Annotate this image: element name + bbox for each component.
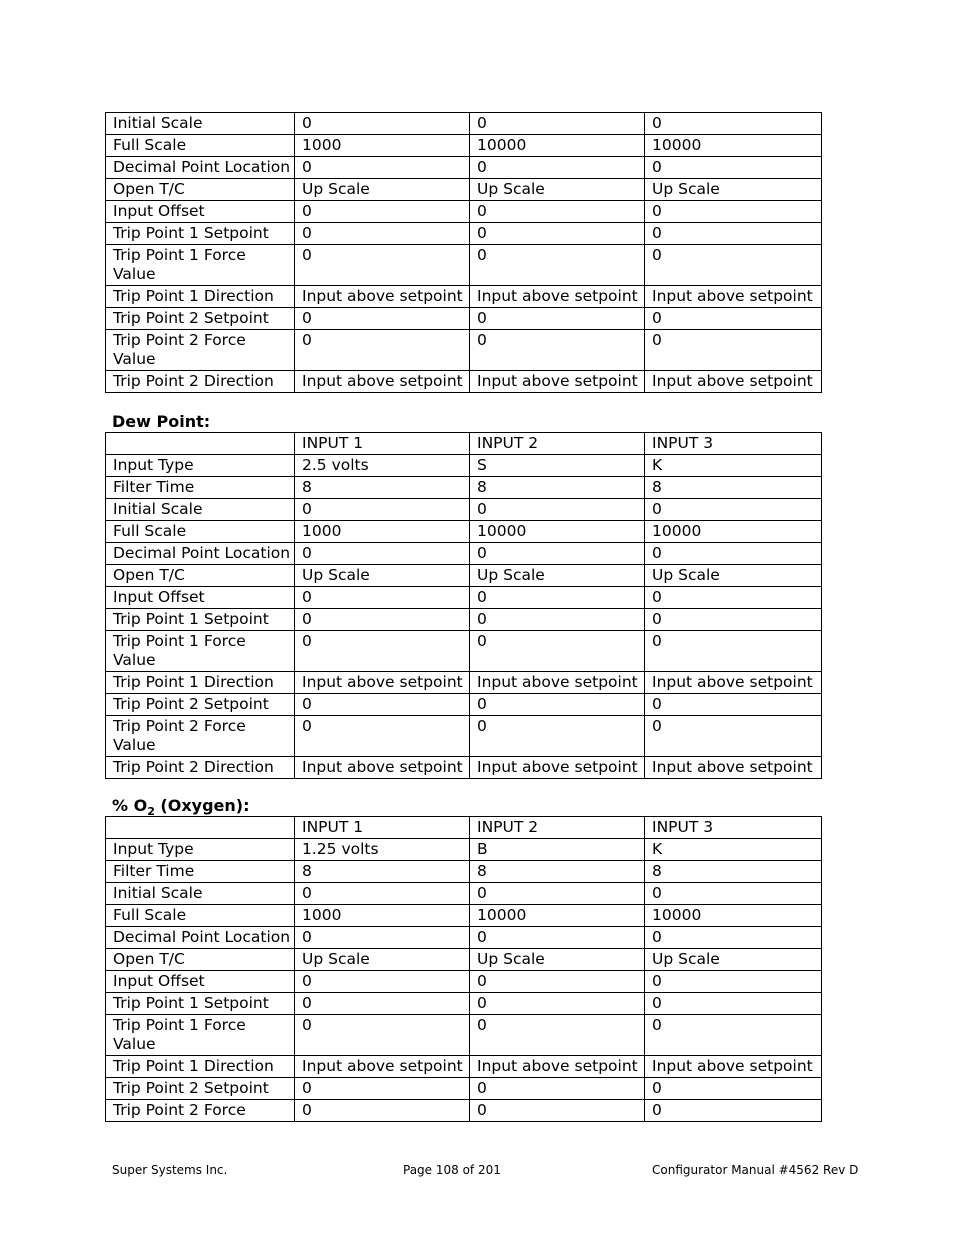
value-cell: 0 — [470, 716, 645, 757]
value-cell: 0 — [295, 1078, 470, 1100]
value-cell: Up Scale — [295, 949, 470, 971]
value-cell: Input above setpoint — [295, 371, 470, 393]
row-label-cell: Open T/C — [106, 179, 295, 201]
section-heading-dew-point: Dew Point: — [112, 412, 211, 431]
row-label-cell: Trip Point 1 Direction — [106, 1056, 295, 1078]
value-cell: 0 — [470, 587, 645, 609]
row-label-cell: Decimal Point Location — [106, 157, 295, 179]
header-cell: INPUT 2 — [470, 433, 645, 455]
value-cell: 0 — [295, 308, 470, 330]
header-cell: INPUT 1 — [295, 817, 470, 839]
row-label-cell: Decimal Point Location — [106, 927, 295, 949]
row-label-cell: Initial Scale — [106, 499, 295, 521]
header-cell: INPUT 3 — [645, 433, 822, 455]
data-table — [105, 112, 822, 393]
value-cell: 0 — [470, 927, 645, 949]
row-label-cell: Filter Time — [106, 861, 295, 883]
row-label-cell: Initial Scale — [106, 883, 295, 905]
value-cell: Input above setpoint — [645, 371, 822, 393]
value-cell: 0 — [470, 499, 645, 521]
value-cell: 0 — [645, 883, 822, 905]
row-label-cell: Decimal Point Location — [106, 543, 295, 565]
value-cell: 0 — [295, 223, 470, 245]
value-cell: 10000 — [645, 135, 822, 157]
table-row — [106, 477, 822, 499]
row-label-cell: Full Scale — [106, 905, 295, 927]
table-row — [106, 543, 822, 565]
row-label-cell: Input Offset — [106, 201, 295, 223]
table-row — [106, 993, 822, 1015]
value-cell: 0 — [645, 157, 822, 179]
heading-text: (Oxygen): — [154, 796, 250, 815]
value-cell: 0 — [645, 971, 822, 993]
table-row — [106, 757, 822, 779]
row-label-cell: Trip Point 1 Force Value — [106, 245, 295, 286]
row-label-cell: Full Scale — [106, 521, 295, 543]
value-cell: 0 — [645, 716, 822, 757]
value-cell: 0 — [295, 971, 470, 993]
table-row — [106, 587, 822, 609]
value-cell: 0 — [470, 971, 645, 993]
row-label-cell: Open T/C — [106, 565, 295, 587]
row-label-cell: Trip Point 2 Setpoint — [106, 308, 295, 330]
value-cell: 10000 — [470, 521, 645, 543]
value-cell: Input above setpoint — [295, 286, 470, 308]
table-row — [106, 455, 822, 477]
table-header-row — [106, 433, 822, 455]
value-cell: Up Scale — [470, 949, 645, 971]
value-cell: Input above setpoint — [645, 286, 822, 308]
header-cell — [106, 817, 295, 839]
value-cell: 0 — [645, 927, 822, 949]
header-cell: INPUT 3 — [645, 817, 822, 839]
footer-page-number: Page 108 of 201 — [403, 1163, 501, 1177]
value-cell: Input above setpoint — [645, 757, 822, 779]
value-cell: 0 — [645, 223, 822, 245]
row-label-cell: Input Offset — [106, 587, 295, 609]
table-row — [106, 971, 822, 993]
value-cell: 0 — [295, 499, 470, 521]
value-cell: 0 — [295, 113, 470, 135]
row-label-cell: Trip Point 2 Force Value — [106, 716, 295, 757]
value-cell: 0 — [470, 245, 645, 286]
table-row — [106, 245, 822, 286]
table-row — [106, 1056, 822, 1078]
row-label-cell: Trip Point 2 Direction — [106, 371, 295, 393]
table-row — [106, 716, 822, 757]
value-cell: 0 — [470, 157, 645, 179]
value-cell: 0 — [295, 1100, 470, 1122]
table-header-row — [106, 817, 822, 839]
value-cell: 0 — [295, 716, 470, 757]
row-label-cell: Filter Time — [106, 477, 295, 499]
value-cell: Up Scale — [645, 179, 822, 201]
value-cell: 0 — [645, 113, 822, 135]
value-cell: Input above setpoint — [645, 1056, 822, 1078]
footer-manual-id: Configurator Manual #4562 Rev D — [652, 1163, 859, 1177]
value-cell: 0 — [645, 1078, 822, 1100]
value-cell: 0 — [470, 883, 645, 905]
data-table — [105, 432, 822, 779]
value-cell: 1000 — [295, 905, 470, 927]
value-cell: 0 — [470, 543, 645, 565]
table-row — [106, 179, 822, 201]
value-cell: 1000 — [295, 521, 470, 543]
value-cell: Up Scale — [470, 179, 645, 201]
table-row — [106, 157, 822, 179]
value-cell: Input above setpoint — [470, 371, 645, 393]
value-cell: 0 — [295, 157, 470, 179]
table-row — [106, 1078, 822, 1100]
value-cell: 8 — [645, 861, 822, 883]
value-cell: 0 — [645, 631, 822, 672]
value-cell: 0 — [470, 113, 645, 135]
value-cell: 0 — [645, 543, 822, 565]
value-cell: 0 — [295, 330, 470, 371]
value-cell: Input above setpoint — [295, 672, 470, 694]
table-row — [106, 672, 822, 694]
value-cell: 0 — [645, 308, 822, 330]
row-label-cell: Trip Point 1 Setpoint — [106, 609, 295, 631]
value-cell: 0 — [645, 499, 822, 521]
row-label-cell: Input Offset — [106, 971, 295, 993]
row-label-cell: Trip Point 1 Force Value — [106, 631, 295, 672]
table-row — [106, 1015, 822, 1056]
row-label-cell: Input Type — [106, 455, 295, 477]
table-row — [106, 135, 822, 157]
value-cell: B — [470, 839, 645, 861]
table-row — [106, 927, 822, 949]
row-label-cell: Trip Point 2 Setpoint — [106, 694, 295, 716]
value-cell: Input above setpoint — [470, 286, 645, 308]
row-label-cell: Initial Scale — [106, 113, 295, 135]
dew-point-table — [105, 432, 821, 779]
table-row — [106, 609, 822, 631]
value-cell: Input above setpoint — [645, 672, 822, 694]
value-cell: 0 — [470, 1015, 645, 1056]
value-cell: 0 — [295, 587, 470, 609]
value-cell: 0 — [470, 223, 645, 245]
value-cell: 0 — [470, 330, 645, 371]
table-row — [106, 839, 822, 861]
value-cell: 0 — [295, 609, 470, 631]
value-cell: Up Scale — [470, 565, 645, 587]
value-cell: Input above setpoint — [470, 672, 645, 694]
value-cell: 0 — [645, 201, 822, 223]
value-cell: Input above setpoint — [295, 1056, 470, 1078]
row-label-cell: Input Type — [106, 839, 295, 861]
value-cell: 8 — [645, 477, 822, 499]
value-cell: 2.5 volts — [295, 455, 470, 477]
value-cell: 0 — [645, 1100, 822, 1122]
row-label-cell: Trip Point 1 Force Value — [106, 1015, 295, 1056]
value-cell: 0 — [645, 330, 822, 371]
value-cell: Up Scale — [645, 565, 822, 587]
heading-text: % O — [112, 796, 148, 815]
value-cell: K — [645, 839, 822, 861]
value-cell: Input above setpoint — [470, 1056, 645, 1078]
row-label-cell: Trip Point 2 Force Value — [106, 330, 295, 371]
value-cell: 10000 — [470, 135, 645, 157]
value-cell: 8 — [470, 477, 645, 499]
value-cell: 0 — [470, 1078, 645, 1100]
row-label-cell: Trip Point 2 Direction — [106, 757, 295, 779]
value-cell: 0 — [295, 993, 470, 1015]
value-cell: 0 — [295, 631, 470, 672]
value-cell: 0 — [645, 993, 822, 1015]
table-row — [106, 631, 822, 672]
value-cell: 0 — [645, 694, 822, 716]
value-cell: 0 — [645, 1015, 822, 1056]
header-cell: INPUT 2 — [470, 817, 645, 839]
header-cell: INPUT 1 — [295, 433, 470, 455]
row-label-cell: Trip Point 2 Force — [106, 1100, 295, 1122]
value-cell: 0 — [295, 543, 470, 565]
value-cell: 0 — [470, 993, 645, 1015]
value-cell: 0 — [470, 1100, 645, 1122]
row-label-cell: Trip Point 1 Direction — [106, 672, 295, 694]
oxygen-table — [105, 816, 821, 1122]
value-cell: Input above setpoint — [295, 757, 470, 779]
value-cell: 0 — [295, 245, 470, 286]
table-row — [106, 521, 822, 543]
value-cell: 0 — [470, 201, 645, 223]
value-cell: 0 — [295, 694, 470, 716]
table-row — [106, 286, 822, 308]
data-table — [105, 816, 822, 1122]
value-cell: Input above setpoint — [470, 757, 645, 779]
footer-company: Super Systems Inc. — [112, 1163, 228, 1177]
value-cell: Up Scale — [645, 949, 822, 971]
row-label-cell: Trip Point 1 Setpoint — [106, 223, 295, 245]
section-heading-oxygen — [112, 796, 250, 819]
value-cell: 0 — [295, 1015, 470, 1056]
table-row — [106, 371, 822, 393]
value-cell: 0 — [295, 883, 470, 905]
table-row — [106, 565, 822, 587]
value-cell: 10000 — [470, 905, 645, 927]
row-label-cell: Trip Point 1 Direction — [106, 286, 295, 308]
value-cell: Up Scale — [295, 179, 470, 201]
value-cell: 1.25 volts — [295, 839, 470, 861]
table-row — [106, 694, 822, 716]
table-row — [106, 201, 822, 223]
header-cell — [106, 433, 295, 455]
table-row — [106, 330, 822, 371]
value-cell: 0 — [295, 927, 470, 949]
value-cell: 0 — [295, 201, 470, 223]
table-row — [106, 861, 822, 883]
table-row — [106, 113, 822, 135]
value-cell: 0 — [470, 308, 645, 330]
value-cell: 8 — [295, 861, 470, 883]
value-cell: 0 — [645, 587, 822, 609]
heading-subscript: 2 — [147, 805, 155, 819]
row-label-cell: Open T/C — [106, 949, 295, 971]
value-cell: 0 — [470, 631, 645, 672]
value-cell: K — [645, 455, 822, 477]
table-row — [106, 308, 822, 330]
value-cell: 0 — [645, 609, 822, 631]
value-cell: S — [470, 455, 645, 477]
table-row — [106, 905, 822, 927]
row-label-cell: Trip Point 1 Setpoint — [106, 993, 295, 1015]
table-row — [106, 223, 822, 245]
table-row — [106, 949, 822, 971]
value-cell: 10000 — [645, 521, 822, 543]
row-label-cell: Trip Point 2 Setpoint — [106, 1078, 295, 1100]
value-cell: 0 — [470, 694, 645, 716]
value-cell: 0 — [645, 245, 822, 286]
value-cell: 8 — [470, 861, 645, 883]
value-cell: 10000 — [645, 905, 822, 927]
value-cell: 8 — [295, 477, 470, 499]
table-row — [106, 883, 822, 905]
table-row — [106, 499, 822, 521]
value-cell: 0 — [470, 609, 645, 631]
value-cell: 1000 — [295, 135, 470, 157]
value-cell: Up Scale — [295, 565, 470, 587]
settings-table-continued — [105, 112, 821, 393]
table-row — [106, 1100, 822, 1122]
row-label-cell: Full Scale — [106, 135, 295, 157]
